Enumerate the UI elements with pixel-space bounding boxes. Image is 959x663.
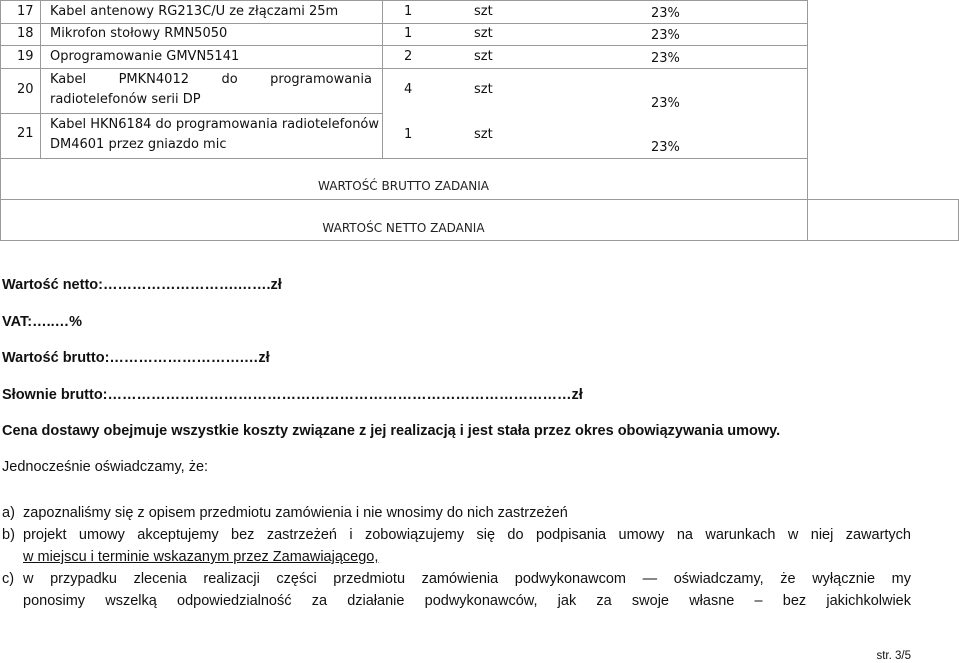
table-rule	[0, 0, 1, 241]
table-rule	[0, 240, 959, 241]
list-marker: a)	[2, 505, 15, 521]
item-vat: 23%	[651, 51, 680, 66]
list-item	[2, 524, 911, 568]
table-rule	[0, 68, 807, 69]
table-rule	[382, 0, 383, 158]
delivery-price-statement: Cena dostawy obejmuje wszystkie koszty związane z jej realizacją i jest stała przez okres obowiązywania umowy.	[2, 423, 781, 439]
item-unit: szt	[474, 127, 493, 142]
table-rule	[40, 0, 41, 158]
gross-value-field: Wartość brutto:……………………….…zł	[2, 350, 270, 366]
list-item-text: w przypadku zlecenia realizacji części przedmiotu zamówienia podwykonawcom — oświadczamy, że wyłącznie my	[23, 571, 911, 587]
item-vat: 23%	[651, 140, 680, 155]
item-qty: 2	[404, 49, 413, 64]
row-number: 17	[17, 4, 34, 19]
row-number: 19	[17, 49, 34, 64]
declaration-list	[2, 502, 911, 612]
item-name: Kabel antenowy RG213C/U ze złączami 25m	[50, 4, 339, 19]
row-number: 18	[17, 26, 34, 41]
declaration-intro: Jednocześnie oświadczamy, że:	[2, 459, 209, 475]
item-name: Oprogramowanie GMVN5141	[50, 49, 240, 64]
item-name: Kabel PMKN4012 do programowania	[50, 72, 372, 87]
net-total-label: WARTOŚC NETTO ZADANIA	[322, 221, 485, 235]
vat-field: VAT:…..…%	[2, 314, 83, 330]
list-item-text: ponosimy wszelką odpowiedzialność za działanie podwykonawców, jak za swoje własne – bez jakichkolwiek	[23, 593, 911, 609]
list-item-text: zapoznaliśmy się z opisem przedmiotu zamówienia i nie wnosimy do nich zastrzeżeń	[23, 505, 568, 521]
item-unit: szt	[474, 82, 493, 97]
net-value-field: Wartość netto:……………………….…….zł	[2, 277, 282, 293]
item-qty: 1	[404, 4, 413, 19]
item-name: Mikrofon stołowy RMN5050	[50, 26, 228, 41]
item-vat: 23%	[651, 6, 680, 21]
list-item-text: projekt umowy akceptujemy bez zastrzeżeń i zobowiązujemy się do podpisania umowy na warunkach w niej zawartych	[23, 527, 911, 543]
item-name: radiotelefonów serii DP	[50, 92, 201, 107]
list-marker: b)	[2, 527, 15, 543]
item-qty: 4	[404, 82, 413, 97]
table-rule	[0, 199, 959, 200]
item-vat: 23%	[651, 96, 680, 111]
item-name: DM4601 przez gniazdo mic	[50, 137, 227, 152]
item-qty: 1	[404, 26, 413, 41]
list-item	[2, 502, 911, 524]
list-marker: c)	[2, 571, 15, 587]
gross-in-words-field: Słownie brutto:……………………………………………………………………………………zł	[2, 387, 583, 403]
row-number: 20	[17, 82, 34, 97]
table-rule	[0, 0, 807, 1]
table-rule	[0, 158, 807, 159]
item-name: Kabel HKN6184 do programowania radiotelefonów	[50, 117, 380, 132]
item-unit: szt	[474, 49, 493, 64]
item-unit: szt	[474, 4, 493, 19]
item-qty: 1	[404, 127, 413, 142]
items-table	[0, 0, 959, 241]
list-item-text: w miejscu i terminie wskazanym przez Zamawiającego,	[23, 549, 379, 565]
page-number: str. 3/5	[876, 650, 911, 662]
row-number: 21	[17, 126, 34, 141]
table-rule	[807, 0, 808, 241]
item-unit: szt	[474, 26, 493, 41]
table-rule	[0, 45, 807, 46]
table-rule	[0, 113, 382, 114]
gross-total-label: WARTOŚĆ BRUTTO ZADANIA	[318, 179, 489, 193]
list-item	[2, 568, 911, 612]
item-vat: 23%	[651, 28, 680, 43]
